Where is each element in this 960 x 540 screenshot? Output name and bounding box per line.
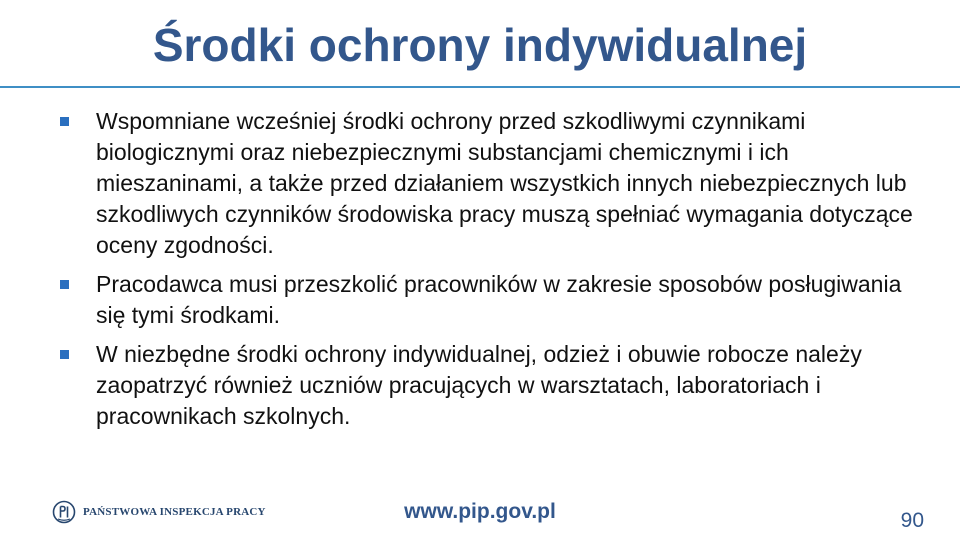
bullet-item bbox=[56, 106, 916, 261]
square-bullet-icon bbox=[60, 280, 69, 289]
website-link[interactable]: www.pip.gov.pl bbox=[404, 500, 556, 523]
square-bullet-icon bbox=[60, 350, 69, 359]
bullet-item bbox=[56, 269, 916, 331]
slide-title: Środki ochrony indywidualnej bbox=[152, 19, 808, 71]
page-number: 90 bbox=[900, 509, 924, 532]
bullet-item bbox=[56, 339, 916, 432]
bullet-text: Pracodawca musi przeszkolić pracowników w zakresie sposobów posługiwania się tymi środkami. bbox=[96, 271, 902, 328]
bullet-list bbox=[56, 106, 916, 440]
bullet-text: W niezbędne środki ochrony indywidualnej, odzież i obuwie robocze należy zaopatrzyć również uczniów pracujących w warsztatach, laboratoriach i pracownikach szkolnych. bbox=[96, 341, 862, 429]
pip-logo bbox=[52, 500, 266, 524]
square-bullet-icon bbox=[60, 117, 69, 126]
bullet-text: Wspomniane wcześniej środki ochrony przed szkodliwymi czynnikami biologicznymi oraz niebezpiecznymi substancjami chemicznymi i ich mieszaninami, a także przed działaniem wszystkich innych niebezpiecznych lub szkodliwych czynników środowiska pracy muszą spełniać wymagania dotyczące oceny zgodności. bbox=[96, 108, 913, 258]
logo-text: PAŃSTWOWA INSPEKCJA PRACY bbox=[83, 506, 266, 518]
title-divider bbox=[0, 86, 960, 88]
pip-emblem-icon bbox=[52, 500, 76, 524]
